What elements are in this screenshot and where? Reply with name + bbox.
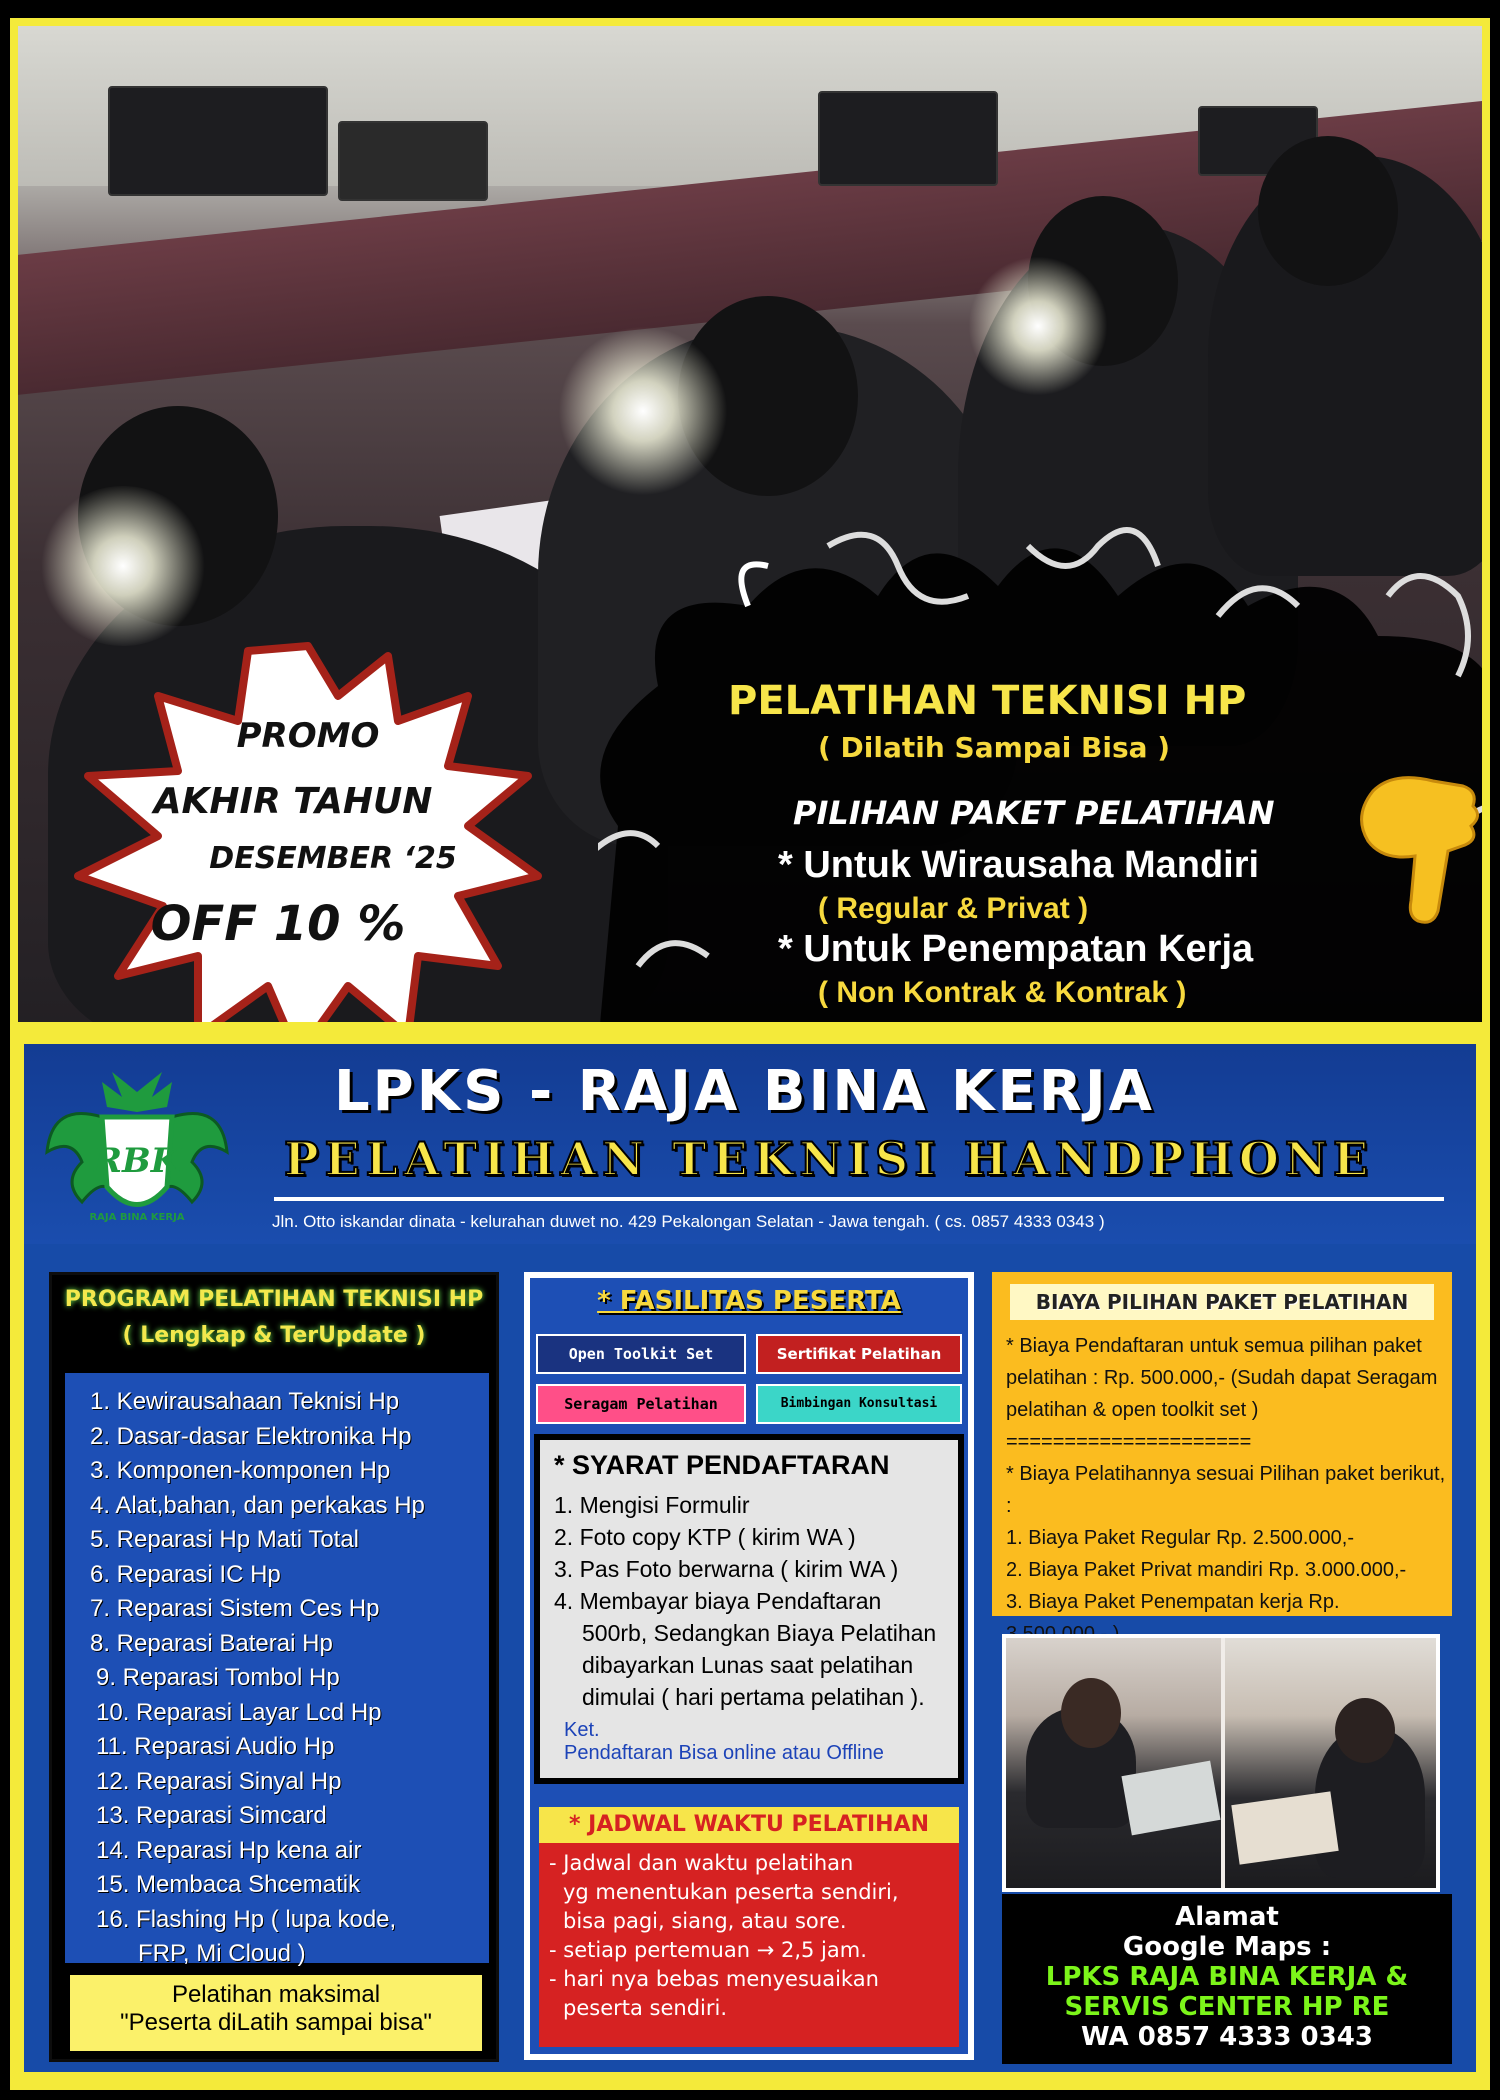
schedule-title: * JADWAL WAKTU PELATIHAN — [539, 1807, 959, 1843]
list-item: 2. Dasar-dasar Elektronika Hp — [90, 1422, 412, 1450]
student-4-head — [1258, 136, 1398, 286]
requirements-note — [554, 1719, 944, 1765]
program-subtitle: ( Lengkap & TerUpdate ) — [122, 1323, 426, 1348]
soldering-station — [108, 86, 328, 196]
cost-line: 1. Biaya Paket Regular Rp. 2.500.000,- — [1006, 1527, 1354, 1549]
facilities-panel — [524, 1272, 974, 2060]
list-item: 16. Flashing Hp ( lupa kode, — [96, 1905, 397, 1933]
pointing-hand-icon — [1353, 761, 1483, 926]
cost-title: BIAYA PILIHAN PAKET PELATIHAN — [1010, 1284, 1434, 1320]
badge-toolkit: Open Toolkit Set — [536, 1334, 746, 1374]
list-item: 10. Reparasi Layar Lcd Hp — [96, 1698, 382, 1726]
cost-line: 3. Biaya Paket Penempatan kerja Rp. — [1006, 1591, 1340, 1613]
list-item: - setiap pertemuan → 2,5 jam. — [549, 1938, 867, 1962]
lamp-glow — [558, 326, 728, 496]
list-item: 4. Alat,bahan, dan perkakas Hp — [90, 1491, 425, 1519]
program-panel — [49, 1272, 499, 2062]
promo-line-1: PROMO — [236, 716, 380, 756]
badge-consultation: Bimbingan Konsultasi — [756, 1384, 962, 1424]
program-list — [65, 1373, 489, 1967]
list-item: bisa pagi, siang, atau sore. — [563, 1909, 847, 1933]
schedule-list — [549, 1849, 899, 2023]
facilities-title: * FASILITAS PESERTA — [597, 1286, 901, 1316]
package-option-2-sub: ( Non Kontrak & Kontrak ) — [818, 976, 1187, 1009]
hero-subtitle: ( Dilatih Sampai Bisa ) — [818, 731, 1171, 764]
maps-name-1: LPKS RAJA BINA KERJA & — [1045, 1962, 1409, 1992]
list-item: 15. Membaca Shcematik — [96, 1871, 361, 1898]
list-item: FRP, Mi Cloud ) — [138, 1940, 306, 1967]
header-band — [24, 1044, 1476, 1244]
list-item: 1. Kewirausahaan Teknisi Hp — [90, 1388, 400, 1415]
logo-ribbon: RAJA BINA KERJA — [89, 1212, 185, 1223]
schedule-box — [534, 1802, 964, 2052]
list-item: 9. Reparasi Tombol Hp — [96, 1664, 340, 1691]
cost-line: pelatihan : Rp. 500.000,- (Sudah dapat Seragam — [1006, 1367, 1438, 1389]
maps-name-2: SERVIS CENTER HP RE — [1064, 1992, 1390, 2022]
cost-text — [1006, 1330, 1446, 1650]
note-label: Ket. — [564, 1719, 600, 1741]
cost-line: ===================== — [1006, 1431, 1252, 1453]
maps-whatsapp: WA 0857 4333 0343 — [1081, 2022, 1373, 2052]
maps-panel — [1002, 1894, 1452, 2064]
program-footer — [70, 1975, 482, 2051]
list-item: 5. Reparasi Hp Mati Total — [90, 1526, 360, 1553]
list-item: - Jadwal dan waktu pelatihan — [549, 1851, 854, 1875]
program-footer-line-1: Pelatihan maksimal — [171, 1981, 381, 2008]
requirements-box — [534, 1434, 964, 1784]
package-option-1: * Untuk Wirausaha Mandiri — [778, 844, 1260, 886]
list-item: 11. Reparasi Audio Hp — [96, 1733, 335, 1760]
maps-label-2: Google Maps : — [1122, 1932, 1332, 1962]
promo-line-4: OFF 10 % — [150, 896, 406, 952]
logo-text: RBK — [93, 1141, 181, 1181]
promo-burst — [68, 626, 548, 1030]
list-item: 3. Komponen-komponen Hp — [90, 1457, 391, 1484]
promo-line-2: AKHIR TAHUN — [153, 781, 433, 822]
org-title: LPKS - RAJA BINA KERJA — [334, 1059, 1155, 1124]
promo-line-3: DESEMBER ‘25 — [209, 841, 457, 876]
list-item: 13. Reparasi Simcard — [96, 1802, 327, 1829]
list-item: 3. Pas Foto berwarna ( kirim WA ) — [554, 1556, 899, 1582]
list-item: 8. Reparasi Baterai Hp — [90, 1629, 333, 1657]
package-option-1-sub: ( Regular & Privat ) — [818, 892, 1089, 925]
package-option-2: * Untuk Penempatan Kerja — [778, 928, 1254, 970]
list-item: peserta sendiri. — [563, 1996, 728, 2020]
program-title: PROGRAM PELATIHAN TEKNISI HP — [64, 1287, 484, 1312]
packages-heading: PILIHAN PAKET PELATIHAN — [793, 794, 1275, 832]
list-item: 6. Reparasi IC Hp — [90, 1560, 281, 1588]
info-section — [10, 1030, 1490, 2090]
program-footer-line-2: "Peserta diLatih sampai bisa" — [120, 2009, 432, 2036]
requirements-title: * SYARAT PENDAFTARAN — [554, 1450, 890, 1480]
hero-title: PELATIHAN TEKNISI HP — [728, 678, 1247, 724]
list-item: 7. Reparasi Sistem Ces Hp — [90, 1595, 380, 1622]
soldering-station-2 — [818, 91, 998, 186]
lamp-glow-3 — [38, 486, 208, 646]
cost-line: pelatihan & open toolkit set ) — [1006, 1399, 1259, 1421]
lamp-glow-2 — [968, 256, 1108, 396]
list-item: 2. Foto copy KTP ( kirim WA ) — [554, 1524, 856, 1550]
hero-photo-section — [10, 18, 1490, 1030]
cost-panel — [992, 1272, 1452, 1616]
list-item: 4. Membayar biaya Pendaftaran 500rb, Sedangkan Biaya Pelatihan dibayarkan Lunas saat pelatihan dimulai ( hari pertama pelatihan ). — [554, 1588, 937, 1710]
cost-line: * Biaya Pendaftaran untuk semua pilihan paket — [1006, 1335, 1422, 1357]
badge-uniform: Seragam Pelatihan — [536, 1384, 746, 1424]
badge-certificate: Sertifikat Pelatihan — [756, 1334, 962, 1374]
rbk-logo — [42, 1062, 232, 1234]
org-address: Jln. Otto iskandar dinata - kelurahan duwet no. 429 Pekalongan Selatan - Jawa tengah. ( cs. 0857 4333 0343 ) — [272, 1212, 1105, 1231]
list-item: - hari nya bebas menyesuaikan — [549, 1967, 879, 1991]
maps-label-1: Alamat — [1175, 1902, 1279, 1932]
list-item: 12. Reparasi Sinyal Hp — [96, 1767, 342, 1795]
cost-line: * Biaya Pelatihannya sesuai Pilihan paket berikut, : — [1006, 1463, 1446, 1517]
org-subtitle: PELATIHAN TEKNISI HANDPHONE — [284, 1132, 1375, 1186]
list-item: 14. Reparasi Hp kena air — [96, 1836, 362, 1864]
list-item: 1. Mengisi Formulir — [554, 1492, 750, 1518]
training-photos — [1002, 1634, 1440, 1892]
training-photo-1 — [1006, 1638, 1221, 1892]
cost-line: 2. Biaya Paket Privat mandiri Rp. 3.000.000,- — [1006, 1559, 1407, 1581]
list-item: yg menentukan peserta sendiri, — [563, 1880, 899, 1904]
info-panel — [24, 1044, 1476, 2072]
note-text: Pendaftaran Bisa online atau Offline — [564, 1742, 884, 1764]
requirements-list — [554, 1489, 944, 1713]
training-photo-2 — [1225, 1638, 1440, 1892]
header-divider — [274, 1197, 1444, 1201]
power-supply — [338, 121, 488, 201]
